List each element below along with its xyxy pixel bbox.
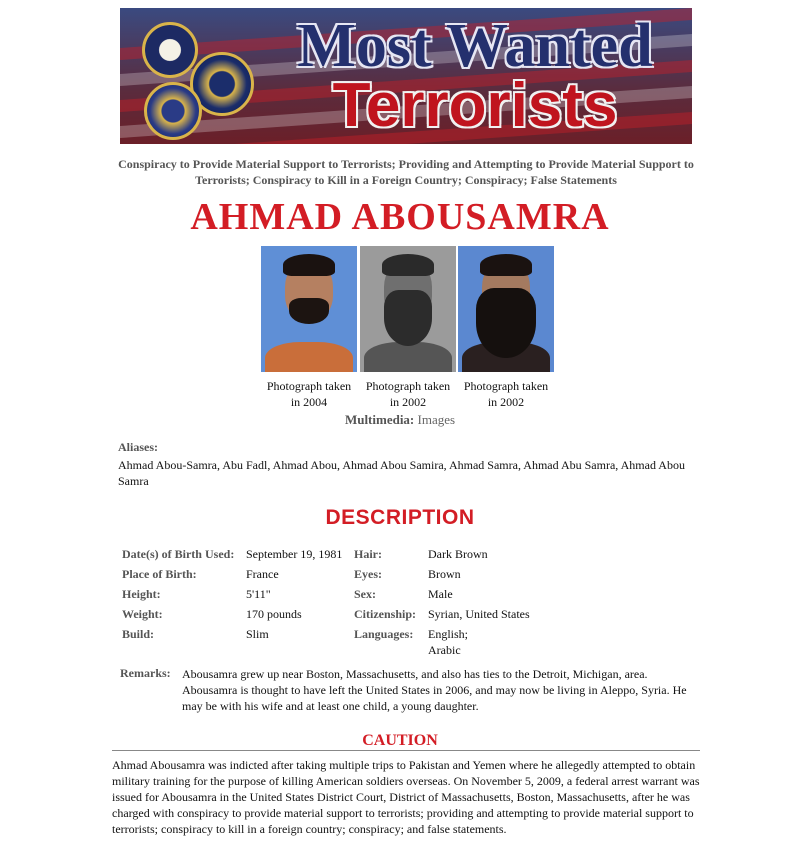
caution-heading: CAUTION [362,732,438,749]
description-heading: DESCRIPTION [325,506,475,529]
weight-label: Weight: [122,607,163,621]
charges-text: Conspiracy to Provide Material Support to Terrorists; Providing and Attempting to Provide Material Support to Terrorists; Conspiracy to Kill in a Foreign Country; Conspiracy; False Statements [118,157,694,187]
height-label: Height: [122,587,161,601]
shirt [265,342,353,372]
banner-title-terrorists: Terrorists [332,71,618,140]
languages-value [428,626,468,658]
multimedia-label: Multimedia: [344,412,415,427]
eyes-label: Eyes: [354,567,382,581]
photo-caption [358,378,458,410]
caution-text: Ahmad Abousamra was indicted after taking multiple trips to Pakistan and Yemen where he allegedly attempted to obtain military training for the purpose of killing American soldiers overseas. On November 5, 2009, a federal arrest warrant was issued for Abousamra in the United States District Court, District of Massachusetts, Boston, Massachusetts, after he was charged with conspiracy to provide material support to terrorists; providing and attempting to provide material support to terrorists; conspiracy to kill in a foreign country; conspiracy; and false statements. [112,758,700,836]
language-item: English; [428,627,469,641]
photo-2004[interactable] [261,246,357,372]
sex-label: Sex: [354,587,376,601]
eyes-value: Brown [428,567,461,581]
remarks-text: Abousamra grew up near Boston, Massachusetts, and also has ties to the Detroit, Michigan, area. Abousamra is thought to have left the United States in 2006, and may now be living in Aleppo, Syria. He may be with his wife and at least one child, a young daughter. [182,667,687,713]
language-item: Arabic [428,643,461,657]
fugitive-name: AHMAD ABOUSAMRA [190,196,610,238]
caution-divider [112,750,700,751]
hair [480,254,532,276]
hair [382,254,434,276]
photo-2002-color[interactable] [458,246,554,372]
shirt [364,342,452,372]
most-wanted-banner [120,8,692,144]
citizenship-label: Citizenship: [354,607,417,621]
dob-label: Date(s) of Birth Used: [122,547,235,561]
aliases-text: Ahmad Abou-Samra, Abu Fadl, Ahmad Abou, Ahmad Abou Samira, Ahmad Samra, Ahmad Abu Samra, Ahmad Abou Samra [118,458,685,488]
hair-value: Dark Brown [428,547,488,561]
state-department-seal-icon [142,22,198,78]
beard [476,288,536,358]
caption-line: in 2004 [290,395,328,409]
banner-title-most-wanted: Most Wanted [297,12,653,80]
height-value: 5'11" [246,587,271,601]
multimedia-row [0,412,800,428]
caption-line: Photograph taken [266,379,352,393]
fbi-seal-icon [144,82,202,140]
hair [283,254,335,276]
dob-value: September 19, 1981 [246,547,343,561]
caption-line: in 2002 [389,395,427,409]
photo-caption [456,378,556,410]
beard [384,290,432,346]
aliases-label: Aliases: [118,440,158,454]
caption-line: Photograph taken [463,379,549,393]
languages-label: Languages: [354,627,414,641]
build-label: Build: [122,627,155,641]
multimedia-images-link[interactable]: Images [417,412,456,427]
build-value: Slim [246,627,269,641]
beard [289,298,329,324]
photo-2002-bw[interactable] [360,246,456,372]
remarks-label: Remarks: [120,666,171,680]
citizenship-value: Syrian, United States [428,607,530,621]
photo-caption [259,378,359,410]
place-of-birth-value: France [246,567,279,581]
weight-value: 170 pounds [246,607,302,621]
sex-value: Male [428,587,453,601]
caption-line: Photograph taken [365,379,451,393]
hair-label: Hair: [354,547,382,561]
caption-line: in 2002 [487,395,525,409]
place-of-birth-label: Place of Birth: [122,567,197,581]
